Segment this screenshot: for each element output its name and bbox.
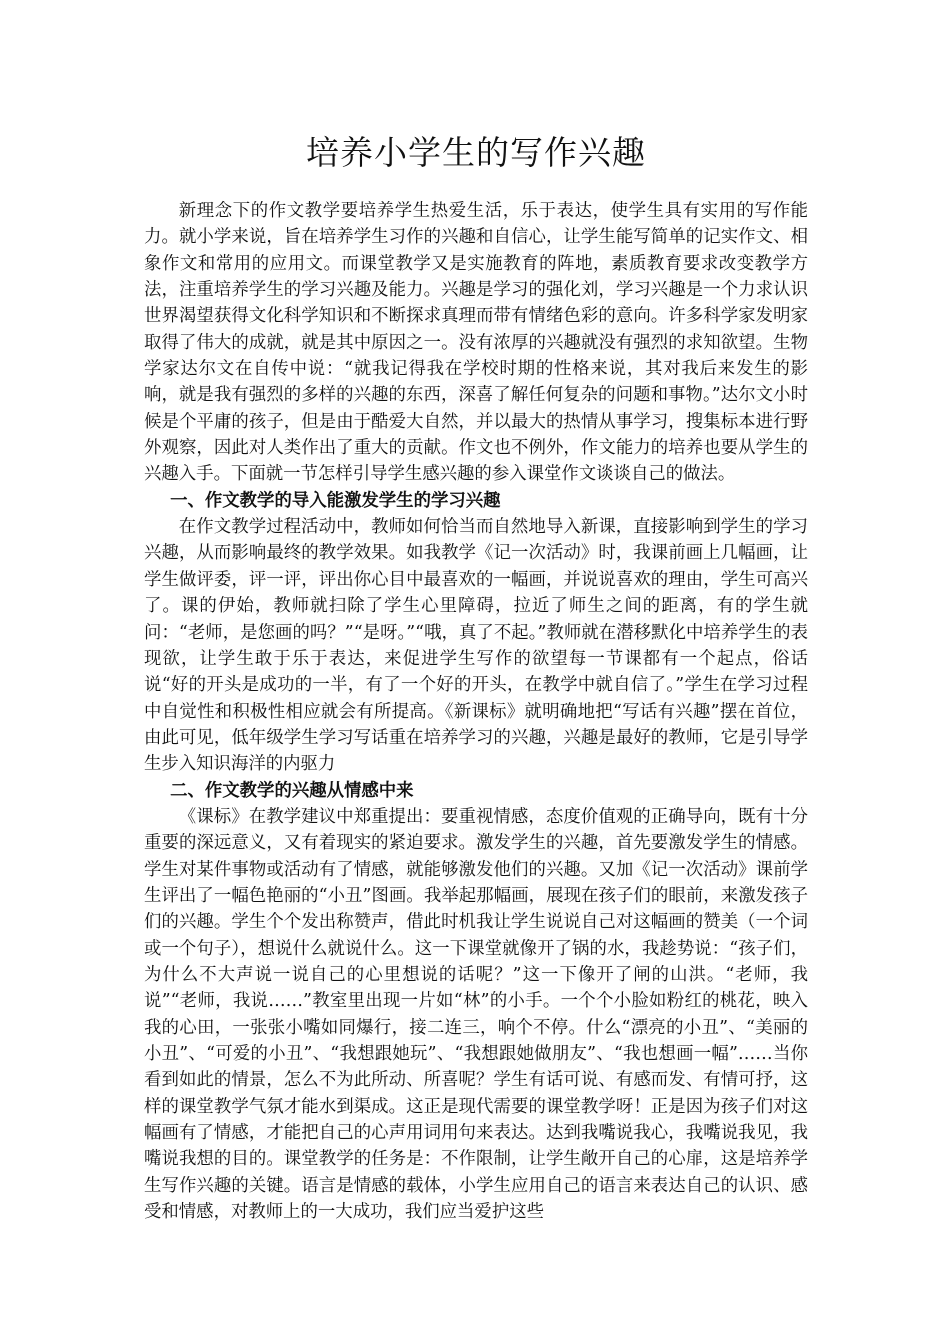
section-1-heading: 一、作文教学的导入能激发学生的学习兴趣 xyxy=(170,490,501,511)
section-2-paragraph: 《课标》在教学建议中郑重提出：要重视情感，态度价值观的正确导向，既有十分重要的深远意义，又有着现实的紧迫要求。激发学生的兴趣，首先要激发学生的情感。学生对某件事物或活动有了情感，就能够激发他们的兴趣。又加《记一次活动》课前学生评出了一幅色艳丽的“小丑”图画。我举起那幅画，展现在孩子们的眼前，来激发孩子们的兴趣。学生个个发出称赞声，借此时机我让学生说说自己对这幅画的赞美（一个词或一个句子），想说什么就说什么。这一下课堂就像开了锅的水，我趁势说：“孩子们，为什么不大声说一说自己的心里想说的话呢？”这一下像开了闸的山洪。“老师，我说”“老师，我说……”教室里出现一片如“林”的小手。一个个小脸如粉红的桃花，映入我的心田，一张张小嘴如同爆行，接二连三，响个不停。什么“漂亮的小丑”、“美丽的小丑”、“可爱的小丑”、“我想跟她玩”、“我想跟她做朋友”、“我也想画一幅”……当你看到如此的情景，怎么不为此所动、所喜呢？学生有话可说、有感而发、有情可抒，这样的课堂教学气氛才能水到渠成。这正是现代需要的课堂教学呀！正是因为孩子们对这幅画有了情感，才能把自己的心声用词用句来表达。达到我嘴说我心，我嘴说我见，我嘴说我想的目的。课堂教学的任务是：不作限制，让学生敞开自己的心扉，这是培养学生写作兴趣的关键。语言是情感的载体，小学生应用自己的语言来表达自己的认识、感受和情感，对教师上的一大成功，我们应当爱护这些 xyxy=(144,806,808,1223)
document-page xyxy=(144,130,808,1225)
section-2-heading: 二、作文教学的兴趣从情感中来 xyxy=(170,780,414,801)
intro-paragraph: 新理念下的作文教学要培养学生热爱生活，乐于表达，使学生具有实用的写作能力。就小学来说，旨在培养学生习作的兴趣和自信心，让学生能写简单的记实作文、相象作文和常用的应用文。而课堂教学又是实施教育的阵地，素质教育要求改变教学方法，注重培养学生的学习兴趣及能力。兴趣是学习的强化刘，学习兴趣是一个力求认识世界渴望获得文化科学知识和不断探求真理而带有情绪色彩的意向。许多科学家发明家取得了伟大的成就，就是其中原因之一。没有浓厚的兴趣就没有强烈的求知欲望。生物学家达尔文在自传中说：“就我记得我在学校时期的性格来说，其对我后来发生的影响，就是我有强烈的多样的兴趣的东西，深喜了解任何复杂的问题和事物。”达尔文小时候是个平庸的孩子，但是由于酷爱大自然，并以最大的热情从事学习，搜集标本进行野外观察，因此对人类作出了重大的贡献。作文也不例外，作文能力的培养也要从学生的兴趣入手。下面就一节怎样引导学生感兴趣的参入课堂作文谈谈自己的做法。 xyxy=(144,201,808,485)
section-1-paragraph: 在作文教学过程活动中，教师如何恰当而自然地导入新课，直接影响到学生的学习兴趣，从而影响最终的教学效果。如我教学《记一次活动》时，我课前画上几幅画，让学生做评委，评一评，评出你心目中最喜欢的一幅画，并说说喜欢的理由，学生可高兴了。课的伊始，教师就扫除了学生心里障碍，拉近了师生之间的距离，有的学生就问：“老师，是您画的吗？”“是呀。”“哦，真了不起。”教师就在潜移默化中培养学生的表现欲，让学生敢于乐于表达，来促进学生写作的欲望每一节课都有一个起点，俗话说“好的开头是成功的一半，有了一个好的开头，在教学中就自信了。”学生在学习过程中自觉性和积极性相应就会有所提高。《新课标》就明确地把“写话有兴趣”摆在首位，由此可见，低年级学生学习写话重在培养学习的兴趣，兴趣是最好的教师，它是引导学生步入知识海洋的内驱力 xyxy=(144,517,808,775)
document-title: 培养小学生的写作兴趣 xyxy=(306,133,646,172)
